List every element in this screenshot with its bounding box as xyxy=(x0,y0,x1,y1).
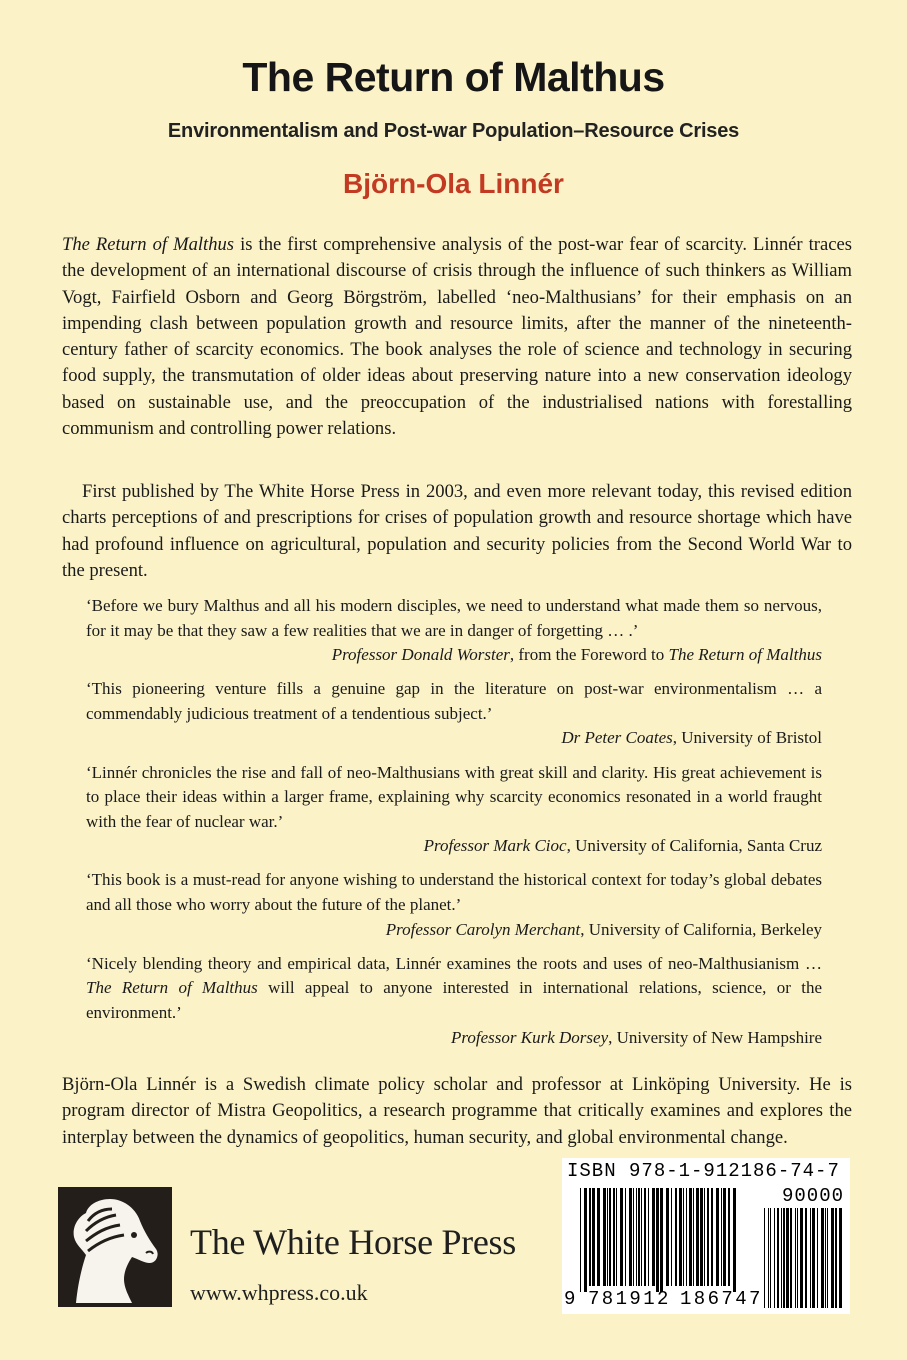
quote-author: Professor Kurk Dorsey xyxy=(451,1027,609,1047)
publisher-logo xyxy=(58,1187,172,1307)
blurb-paragraph-2: First published by The White Horse Press in 2003, and even more relevant today, this revised edition charts perceptions of and prescriptions for crises of population growth and resource shortage which have had profound influence on agricultural, population and security policies from the Second World War to the present. xyxy=(62,481,852,581)
quote-affiliation: , University of New Hampshire xyxy=(608,1027,822,1047)
quote-affiliation: , University of Bristol xyxy=(672,728,822,748)
endorsement-merchant xyxy=(86,868,822,942)
price-code: 90000 xyxy=(781,1185,844,1207)
endorsement-dorsey xyxy=(86,952,822,1050)
quote-attribution xyxy=(86,1026,822,1051)
quote-affiliation: , from the Foreword to xyxy=(509,645,669,665)
quote-affiliation-title: The Return of Malthus xyxy=(668,645,822,665)
ean-right-group: 186747 xyxy=(680,1288,763,1310)
blurb-paragraph-1 xyxy=(62,232,852,442)
book-title: The Return of Malthus xyxy=(242,54,665,100)
quote-author: Professor Carolyn Merchant xyxy=(385,919,581,939)
publisher-url[interactable]: www.whpress.co.uk xyxy=(190,1280,368,1305)
endorsement-coates xyxy=(86,677,822,751)
book-subtitle: Environmentalism and Post-war Population–Resource Crises xyxy=(167,120,740,142)
publisher-name: The White Horse Press xyxy=(190,1222,516,1262)
book-author: Björn-Ola Linnér xyxy=(343,168,564,199)
blurb-book-title: The Return of Malthus xyxy=(62,234,235,255)
quote-author: Professor Mark Cioc xyxy=(423,836,567,856)
endorsement-worster xyxy=(86,594,822,668)
endorsements xyxy=(86,594,822,1060)
quote-text xyxy=(86,952,822,1026)
quote-author: Professor Donald Worster xyxy=(331,645,510,665)
quote-book-title: The Return of Malthus xyxy=(86,978,258,998)
quote-affiliation: , University of California, Santa Cruz xyxy=(566,836,822,856)
quote-text: ‘Before we bury Malthus and all his modern disciples, we need to understand what made them so nervous, for it may be that they saw a few realities that we are in danger of forgetting … .’ xyxy=(86,596,822,640)
quote-text-end: will appeal to anyone interested in international relations, science, or the environment.’ xyxy=(86,978,822,1022)
quote-attribution xyxy=(86,726,822,751)
quote-affiliation: , University of California, Berkeley xyxy=(580,919,822,939)
author-bio: Björn-Ola Linnér is a Swedish climate policy scholar and professor at Linköping University. He is program director of Mistra Geopolitics, a research programme that critically examines and explores the interplay between the dynamics of geopolitics, human security, and global environmental change. xyxy=(62,1074,852,1148)
quote-attribution xyxy=(86,918,822,943)
quote-attribution xyxy=(86,834,822,859)
blurb-text-1: is the first comprehensive analysis of the post-war fear of scarcity. Linnér traces the development of an international discourse of crisis through the influence of such thinkers as William Vogt, Fairfield Osborn and Georg Börgström, labelled ‘neo-Malthusians’ for their emphasis on an impending clash between population growth and resource limits, after the manner of the nineteenth-century father of scarcity economics. The book analyses the role of science and technology in securing food supply, the transmutation of older ideas about preserving nature into a new conservation ideology based on sustainable use, and the preoccupation of the industrialised nations with forestalling communism and controlling power relations. xyxy=(62,234,852,440)
quote-attribution xyxy=(86,643,822,668)
quote-text: ‘This book is a must-read for anyone wishing to understand the historical context for today’s global debates and all those who worry about the future of the planet.’ xyxy=(86,870,822,915)
quote-author: Dr Peter Coates xyxy=(561,728,673,748)
isbn-label: ISBN 978-1-912186-74-7 xyxy=(567,1160,840,1182)
quote-text: ‘This pioneering venture fills a genuine gap in the literature on post-war environmentalism … a commendably judicious treatment of a tendentious subject.’ xyxy=(86,679,822,723)
white-horse-head-icon xyxy=(58,1187,172,1307)
ean-first-digit: 9 xyxy=(564,1288,576,1310)
ean-left-group: 781912 xyxy=(588,1288,671,1310)
quote-text-start: ‘Nicely blending theory and empirical data, Linnér examines the roots and uses of neo-Malthusianism … xyxy=(86,953,822,973)
endorsement-cioc xyxy=(86,761,822,859)
quote-text: ‘Linnér chronicles the rise and fall of neo-Malthusians with great skill and clarity. His great achievement is to place their ideas within a larger frame, explaining why scarcity economics resonated in a world fraught with the fear of nuclear war.’ xyxy=(86,762,822,831)
isbn-barcode xyxy=(562,1158,850,1314)
